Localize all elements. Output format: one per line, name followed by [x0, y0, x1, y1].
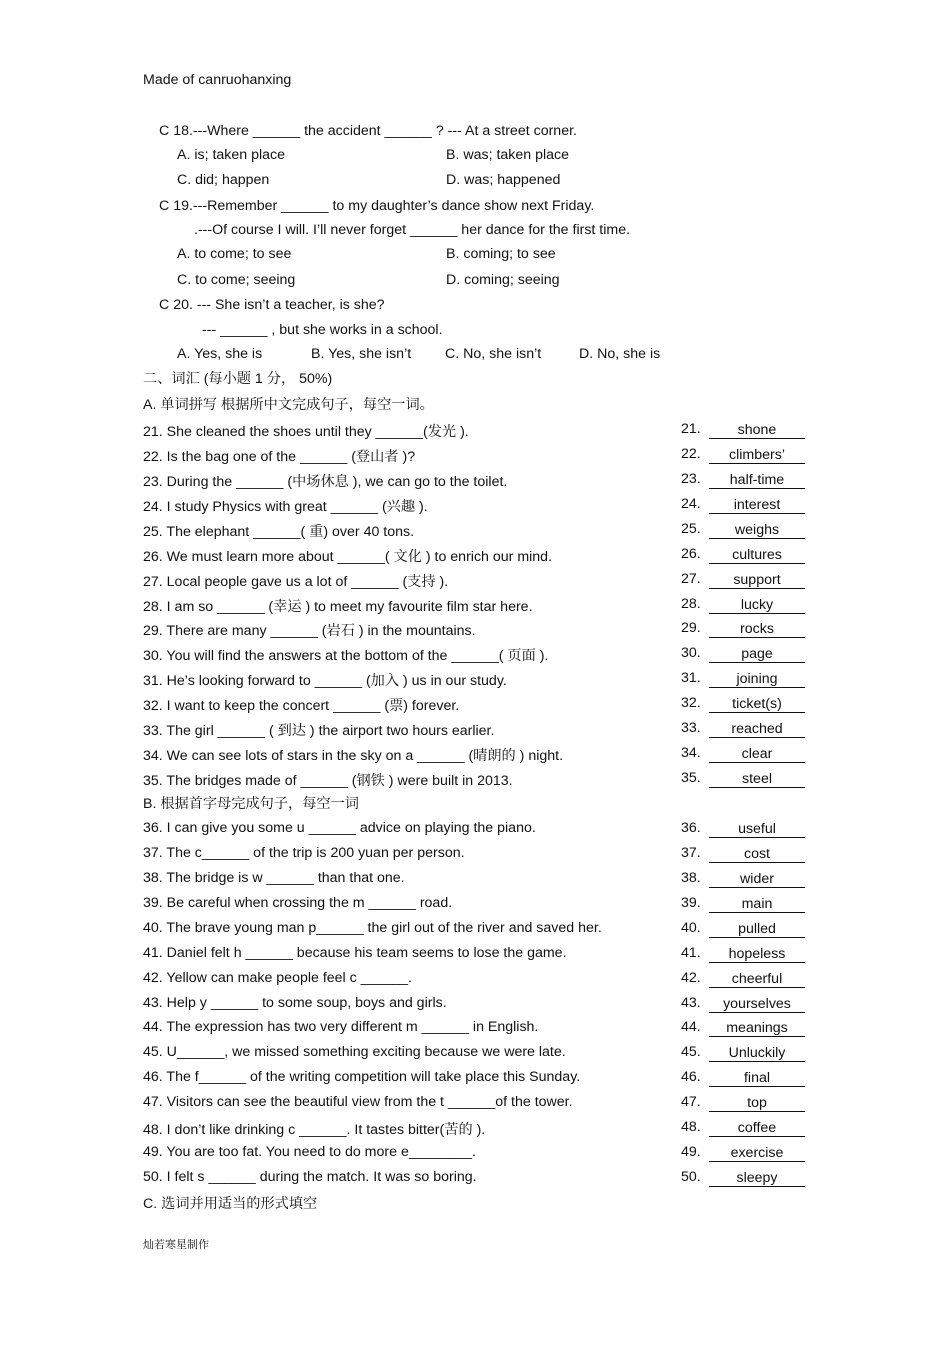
question-19-stem: C 19.---Remember ______ to my daughter’s dance show next Friday. [159, 198, 595, 214]
answer-number: 50. [681, 1169, 701, 1186]
answer-blank: lucky [709, 598, 805, 614]
answer-number: 34. [681, 745, 701, 762]
answer-number: 33. [681, 720, 701, 737]
vocabulary-question: 38. The bridge is w ______ than that one. [143, 869, 405, 886]
answer-number: 26. [681, 545, 701, 562]
vocabulary-question: 44. The expression has two very different m ______ in English. [143, 1019, 539, 1036]
vocabulary-question: 26. We must learn more about ______( 文化 ) to enrich our mind. [143, 548, 553, 565]
question-18-option-a: A. is; taken place [177, 147, 286, 163]
answer-blank: hopeless [709, 947, 805, 963]
answer-blank: coffee [709, 1121, 805, 1137]
answer-number: 31. [681, 670, 701, 687]
answer-number: 23. [681, 470, 701, 487]
vocabulary-question: 48. I don’t like drinking c ______. It tastes bitter(苦的 ). [143, 1122, 486, 1139]
question-18-stem: C 18.---Where ______ the accident ______ ? --- At a street corner. [159, 123, 577, 139]
vocabulary-question: 45. U______, we missed something exciting because we were late. [143, 1044, 566, 1061]
question-20-option-d: D. No, she is [579, 346, 661, 362]
answer-blank: reached [709, 722, 805, 738]
question-19-option-c: C. to come; seeing [177, 272, 296, 288]
vocabulary-question: 40. The brave young man p______ the girl out of the river and saved her. [143, 919, 602, 936]
answer-number: 47. [681, 1094, 701, 1111]
question-19-option-b: B. coming; to see [446, 246, 556, 262]
answer-blank: page [709, 647, 805, 663]
answer-blank: top [709, 1096, 805, 1112]
answer-number: 32. [681, 695, 701, 712]
vocabulary-question: 22. Is the bag one of the ______ (登山者 )? [143, 448, 416, 465]
vocabulary-question: 43. Help y ______ to some soup, boys and girls. [143, 994, 447, 1011]
vocabulary-question: 25. The elephant ______( 重) over 40 tons. [143, 523, 415, 540]
part-c-title: C. 选词并用适当的形式填空 [143, 1196, 318, 1212]
question-20-stem-reply: --- ______ , but she works in a school. [202, 322, 443, 338]
vocabulary-question: 33. The girl ______ ( 到达 ) the airport two hours earlier. [143, 723, 495, 740]
answer-blank: shone [709, 423, 805, 439]
section-2-title: 二、词汇 (每小题 1 分， 50%) [143, 371, 333, 387]
part-a-title: A. 单词拼写 根据所中文完成句子，每空一词。 [143, 397, 434, 413]
answer-blank: interest [709, 498, 805, 514]
answer-blank: support [709, 573, 805, 589]
question-20-stem: C 20. --- She isn’t a teacher, is she? [159, 297, 385, 313]
answer-number: 48. [681, 1119, 701, 1136]
answer-blank: main [709, 897, 805, 913]
vocabulary-question: 34. We can see lots of stars in the sky on a ______ (晴朗的 ) night. [143, 748, 564, 765]
answer-number: 29. [681, 620, 701, 637]
vocabulary-question: 47. Visitors can see the beautiful view from the t ______of the tower. [143, 1094, 573, 1111]
answer-number: 37. [681, 844, 701, 861]
answer-blank: weighs [709, 523, 805, 539]
answer-blank: cultures [709, 548, 805, 564]
answer-number: 43. [681, 994, 701, 1011]
answer-blank: final [709, 1071, 805, 1087]
answer-blank: steel [709, 772, 805, 788]
answer-blank: meanings [709, 1021, 805, 1037]
vocabulary-question: 23. During the ______ (中场休息 ), we can go to the toilet. [143, 473, 508, 490]
answer-blank: clear [709, 747, 805, 763]
answer-number: 38. [681, 869, 701, 886]
vocabulary-question: 28. I am so ______ (幸运 ) to meet my favourite film star here. [143, 598, 533, 615]
part-b-title: B. 根据首字母完成句子，每空一词 [143, 796, 359, 812]
vocabulary-question: 37. The c______ of the trip is 200 yuan per person. [143, 844, 465, 861]
answer-number: 27. [681, 570, 701, 587]
vocabulary-question: 24. I study Physics with great ______ (兴趣 ). [143, 498, 428, 515]
vocabulary-question: 46. The f______ of the writing competition will take place this Sunday. [143, 1069, 581, 1086]
answer-blank: cheerful [709, 972, 805, 988]
answer-blank: rocks [709, 622, 805, 638]
vocabulary-question: 31. He’s looking forward to ______ (加入 ) us in our study. [143, 673, 507, 690]
vocabulary-question: 35. The bridges made of ______ (钢铁 ) were built in 2013. [143, 773, 513, 790]
answer-number: 39. [681, 894, 701, 911]
answer-blank: joining [709, 672, 805, 688]
answer-blank: ticket(s) [709, 697, 805, 713]
answer-number: 45. [681, 1044, 701, 1061]
answer-blank: sleepy [709, 1171, 805, 1187]
question-19-option-a: A. to come; to see [177, 246, 292, 262]
vocabulary-question: 50. I felt s ______ during the match. It was so boring. [143, 1169, 477, 1186]
question-20-option-a: A. Yes, she is [177, 346, 263, 362]
answer-number: 44. [681, 1019, 701, 1036]
answer-number: 22. [681, 445, 701, 462]
answer-blank: climbers’ [709, 448, 805, 464]
vocabulary-question: 41. Daniel felt h ______ because his team seems to lose the game. [143, 944, 567, 961]
answer-blank: yourselves [709, 997, 805, 1013]
answer-number: 41. [681, 944, 701, 961]
question-20-option-b: B. Yes, she isn’t [311, 346, 412, 362]
answer-number: 42. [681, 969, 701, 986]
question-18-option-c: C. did; happen [177, 172, 270, 188]
vocabulary-question: 29. There are many ______ (岩石 ) in the mountains. [143, 623, 476, 640]
question-20-option-c: C. No, she isn’t [445, 346, 542, 362]
answer-number: 21. [681, 421, 701, 437]
question-18-option-d: D. was; happened [446, 172, 561, 188]
vocabulary-question: 39. Be careful when crossing the m ______ road. [143, 894, 453, 911]
answer-blank: wider [709, 872, 805, 888]
question-19-stem-reply: .---Of course I will. I’ll never forget ______ her dance for the first time. [194, 222, 631, 238]
answer-number: 35. [681, 770, 701, 787]
answer-number: 36. [681, 820, 701, 836]
vocabulary-question: 21. She cleaned the shoes until they ______(发光 ). [143, 424, 469, 440]
answer-blank: Unluckily [709, 1046, 805, 1062]
question-18-option-b: B. was; taken place [446, 147, 570, 163]
answer-number: 49. [681, 1144, 701, 1161]
answer-number: 25. [681, 520, 701, 537]
answer-blank: cost [709, 847, 805, 863]
answer-number: 30. [681, 645, 701, 662]
vocabulary-question: 30. You will find the answers at the bottom of the ______( 页面 ). [143, 648, 549, 665]
question-19-option-d: D. coming; seeing [446, 272, 560, 288]
vocabulary-question: 27. Local people gave us a lot of ______ (支持 ). [143, 573, 449, 590]
answer-blank: exercise [709, 1146, 805, 1162]
answer-blank: pulled [709, 922, 805, 938]
answer-number: 46. [681, 1069, 701, 1086]
answer-blank: useful [709, 822, 805, 838]
vocabulary-question: 42. Yellow can make people feel c ______. [143, 969, 412, 986]
answer-blank: half-time [709, 473, 805, 489]
vocabulary-question: 36. I can give you some u ______ advice on playing the piano. [143, 820, 536, 836]
answer-number: 24. [681, 495, 701, 512]
page-header: Made of canruohanxing [143, 72, 292, 88]
page-footer: 灿若寒星制作 [143, 1238, 209, 1251]
vocabulary-question: 49. You are too fat. You need to do more e________. [143, 1144, 476, 1161]
answer-number: 40. [681, 919, 701, 936]
answer-number: 28. [681, 595, 701, 612]
vocabulary-question: 32. I want to keep the concert ______ (票) forever. [143, 698, 460, 715]
